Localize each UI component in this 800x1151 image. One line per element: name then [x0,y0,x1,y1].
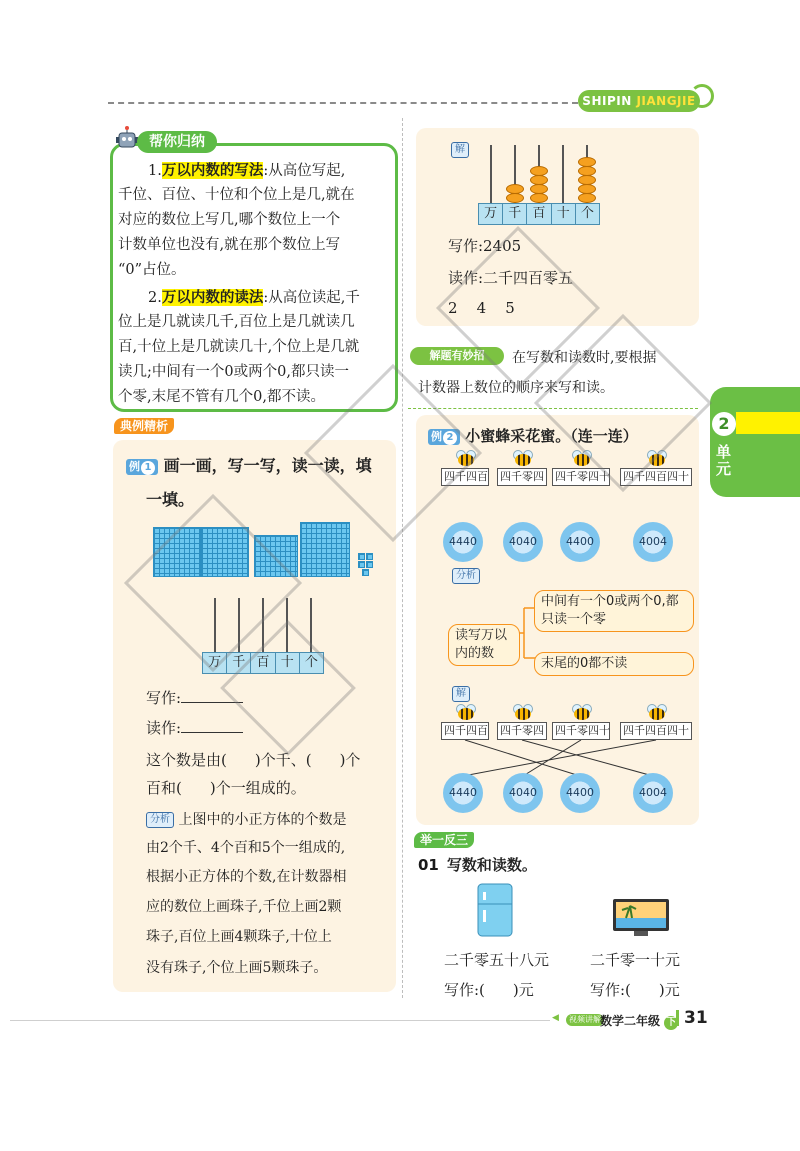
tip-line2: 计数器上数位的顺序来写和读。 [418,380,614,396]
summary-title: 帮你归纳 [137,131,217,153]
analysis-line: 由2个千、4个百和5个一组成的, [146,840,346,856]
unit-label: 单元 [716,443,732,478]
practice-item2-text: 二千零一十元 [590,951,681,969]
header-dashed-line [108,102,578,104]
bee-icon [509,704,535,722]
summary-p2-line: 百,十位上是几就读几十,个位上是几就 [118,339,360,355]
abacus-bead [530,175,548,185]
abacus-place-label: 万 [479,204,503,224]
summary-p2-line: 个零,末尾不管有几个0,都不读。 [118,389,325,405]
practice-item2-write: 写作:( )元 [590,981,680,999]
fridge-icon [475,882,515,938]
matching-line [522,740,653,776]
abacus-bead [578,193,596,203]
unit-cube [366,553,373,560]
matching-line [523,740,581,776]
analysis-line: 根据小正方体的个数,在计数器相 [146,869,347,885]
swirl-icon [690,84,714,108]
abacus-place-label: 个 [580,206,594,221]
practice-item1-write: 写作:( )元 [444,981,534,999]
abacus-bead [578,184,596,194]
solution-write: 写作:2405 [448,237,522,255]
flower-icon[interactable]: 4004 [633,773,673,813]
abacus-rod [562,145,564,203]
column-divider [402,118,403,998]
flower-icon[interactable]: 4440 [443,773,483,813]
bee-label[interactable]: 四千零四十 [552,468,610,486]
flower-icon[interactable]: 4400 [560,773,600,813]
hundred-flats [300,522,350,577]
write-label: 写作: [146,688,243,708]
abacus-bead [506,184,524,194]
unit-tab-stripe [736,412,800,434]
summary-p2-line: 位上是几就读几千,百位上是几就读几 [118,314,355,330]
analysis-badge: 分析 [146,812,174,828]
abacus-solution [478,145,600,223]
example2-title: 例 2 小蜜蜂采花蜜。（连一连） [428,426,638,446]
summary-p1-line: “0”占位。 [118,262,186,278]
bee-label[interactable]: 四千四百四十 [620,722,692,740]
unit-tab [710,387,800,497]
abacus-base: 万 千 百 十 个 [202,652,324,674]
bee-label[interactable]: 四千零四 [497,722,547,740]
summary-p1-line: 千位、百位、十位和个位上是几,就在 [118,187,355,203]
flower-icon[interactable]: 4040 [503,522,543,562]
tip-badge: 解题有妙招 [410,347,504,365]
header-brand: SHIPIN JIANGJIE [578,90,700,112]
unit-cube [362,569,369,576]
abacus-bead [578,157,596,167]
abacus-bead [530,184,548,194]
summary-p1-line: 对应的数位上写几,哪个数位上一个 [118,212,341,228]
footer-subject: 数学二年级 下 [600,1014,677,1028]
flower-icon[interactable]: 4004 [633,522,673,562]
section-tag-practice: 举一反三 [414,832,474,848]
solution-fill-answers: 2 4 5 [448,299,515,317]
page-number: 31 [684,1008,708,1028]
abacus-bead [530,193,548,203]
analysis-line: 没有珠子,个位上画5颗珠子。 [146,960,328,976]
flower-icon[interactable]: 4400 [560,522,600,562]
abacus-place-label: 百 [527,204,551,224]
footer-arrow-icon: ◀ [552,1013,559,1023]
bee-icon [568,704,594,722]
footer-line [10,1020,550,1021]
analysis-badge: 分析 [452,568,480,584]
footer-series: 视频讲解 [566,1014,604,1026]
mind-map-root: 读写万以内的数 [448,624,520,666]
matching-line [463,740,656,776]
flower-icon[interactable]: 4040 [503,773,543,813]
analysis-line: 分析 上图中的小正方体的个数是 [146,810,346,830]
flower-icon[interactable]: 4440 [443,522,483,562]
summary-p2: 2.万以内数的读法:从高位读起,千 [148,289,360,306]
bee-label[interactable]: 四千四百四十 [620,468,692,486]
example-badge: 例 1 [126,459,158,475]
mind-map-branch: 末尾的0都不读 [534,652,694,676]
abacus-bead [578,166,596,176]
abacus-base [478,203,600,225]
example-badge: 例 2 [428,429,460,445]
unit-cube [366,561,373,568]
example1-title-line2: 一填。 [146,490,195,509]
abacus-place-label: 十 [552,204,576,224]
tv-icon [612,898,670,938]
fill-blank-line1: 这个数是由( )个千、( )个 [146,751,361,769]
tip-line1: 在写数和读数时,要根据 [512,350,657,366]
bee-label[interactable]: 四千四百 [441,468,489,486]
abacus-place-label: 千 [503,204,527,224]
bee-label[interactable]: 四千零四 [497,468,547,486]
fill-blank-line2: 百和( )个一组成的。 [146,779,306,797]
read-label: 读作: [146,718,243,738]
summary-p1: 1.万以内数的写法:从高位写起, [148,162,346,179]
bee-icon [643,704,669,722]
solution-badge: 解 [451,142,469,158]
unit-number: 2 [712,412,736,436]
unit-cube [358,553,365,560]
abacus-bead [578,175,596,185]
solution-read: 读作:二千四百零五 [448,269,574,287]
example1-title: 例 1 画一画，写一写，读一读，填 [126,456,372,476]
practice-item1-text: 二千零五十八元 [444,951,550,969]
analysis-line: 珠子,百位上画4颗珠子,十位上 [146,929,332,945]
matching-line [465,740,580,776]
abacus-bead [506,193,524,203]
unit-cube [358,561,365,568]
section-tag-examples: 典例精析 [114,418,174,434]
mind-map-branch: 中间有一个0或两个0,都只读一个零 [534,590,694,632]
bee-icon [452,704,478,722]
footer-separator [676,1010,679,1026]
abacus-bead [530,166,548,176]
solution-badge: 解 [452,686,470,702]
summary-p2-line: 读几;中间有一个0或两个0,都只读一 [118,364,349,380]
practice-title: 01 写数和读数。 [418,856,537,874]
summary-p1-line: 计数单位也没有,就在那个数位上写 [118,237,341,253]
bee-label[interactable]: 四千零四十 [552,722,610,740]
abacus-rod [490,145,492,203]
bee-label[interactable]: 四千四百 [441,722,489,740]
bee-icon [509,450,535,468]
analysis-line: 应的数位上画珠子,千位上画2颗 [146,899,342,915]
